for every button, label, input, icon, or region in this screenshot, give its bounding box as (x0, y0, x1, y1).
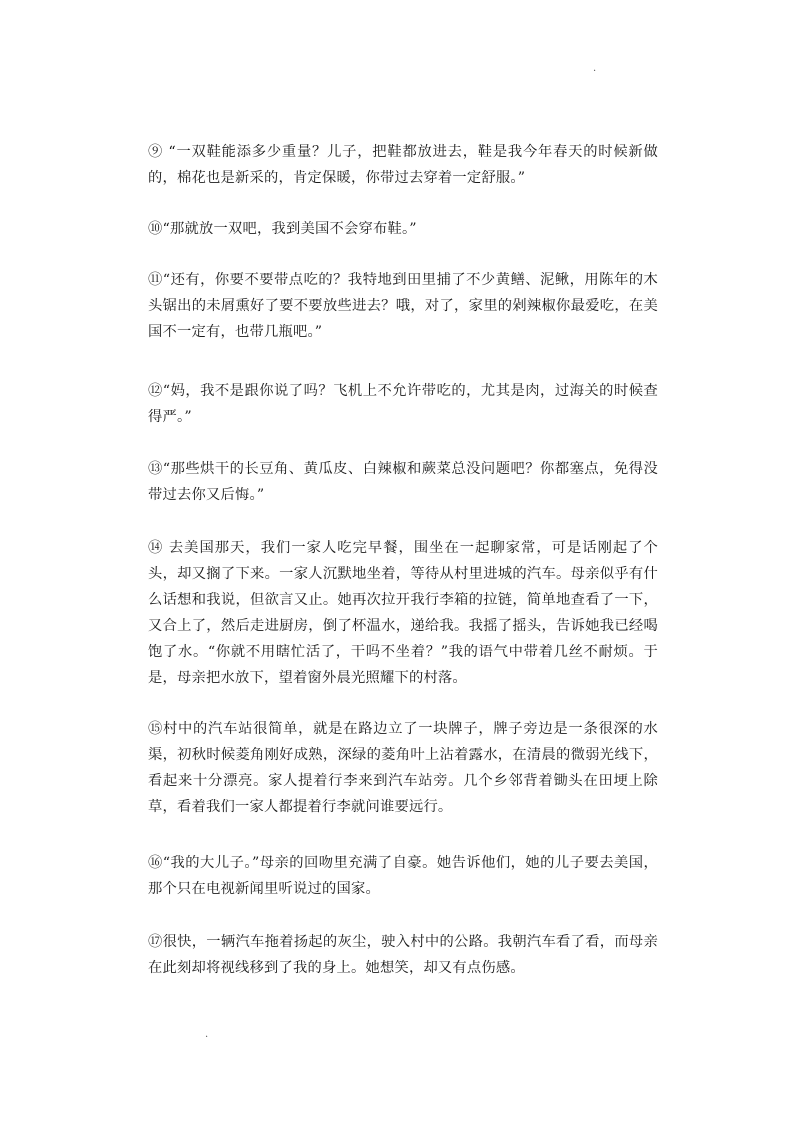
paragraph-12: ⑫“妈，我不是跟你说了吗？飞机上不允许带吃的，尤其是肉，过海关的时候查得严。” (148, 383, 658, 425)
paragraph-9: ⑨ “一双鞋能添多少重量？儿子，把鞋都放进去，鞋是我今年春天的时候新做的，棉花也是新采的，肯定保暖，你带过去穿着一定舒服。” (148, 144, 658, 186)
paragraph-17: ⑰很快，一辆汽车拖着扬起的灰尘，驶入村中的公路。我朝汽车看了看，而母亲在此刻却将视线移到了我的身上。她想笑，却又有点伤感。 (148, 934, 658, 976)
paragraph-15: ⑮村中的汽车站很简单，就是在路边立了一块牌子，牌子旁边是一条很深的水渠，初秋时候菱角刚好成熟，深绿的菱角叶上沾着露水，在清晨的微弱光线下，看起来十分漂亮。家人提着行李来到汽车站旁。几个乡邻背着锄头在田埂上除草，看着我们一家人都提着行李就问谁要远行。 (148, 721, 658, 815)
top-page-mark: . (593, 63, 597, 74)
paragraph-16: ⑯“我的大儿子。”母亲的回吻里充满了自豪。她告诉他们，她的儿子要去美国，那个只在电视新闻里听说过的国家。 (148, 855, 658, 897)
paragraph-11: ⑪“还有，你要不要带点吃的？我特地到田里捕了不少黄鳝、泥鳅，用陈年的木头锯出的未屑熏好了要不要放些进去？哦，对了，家里的剁辣椒你最爱吃，在美国不一定有，也带几瓶吧。” (148, 272, 658, 340)
paragraph-13: ⑬“那些烘干的长豆角、黄瓜皮、白辣椒和蕨菜总没问题吧？你都塞点，免得没带过去你又后悔。” (148, 461, 658, 503)
bottom-page-mark: . (205, 1029, 209, 1040)
paragraph-14: ⑭ 去美国那天，我们一家人吃完早餐，围坐在一起聊家常，可是话刚起了个头，却又搁了下来。一家人沉默地坐着，等待从村里进城的汽车。母亲似乎有什么话想和我说，但欲言又止。她再次拉开我行李箱的拉链，简单地查看了一下，又合上了，然后走进厨房，倒了杯温水，递给我。我摇了摇头，告诉她我已经喝饱了水。“你就不用瞎忙活了，干吗不坐着？”我的语气中带着几丝不耐烦。于是，母亲把水放下，望着窗外晨光照耀下的村落。 (148, 540, 658, 686)
paragraph-10: ⑩“那就放一双吧，我到美国不会穿布鞋。” (148, 221, 417, 237)
